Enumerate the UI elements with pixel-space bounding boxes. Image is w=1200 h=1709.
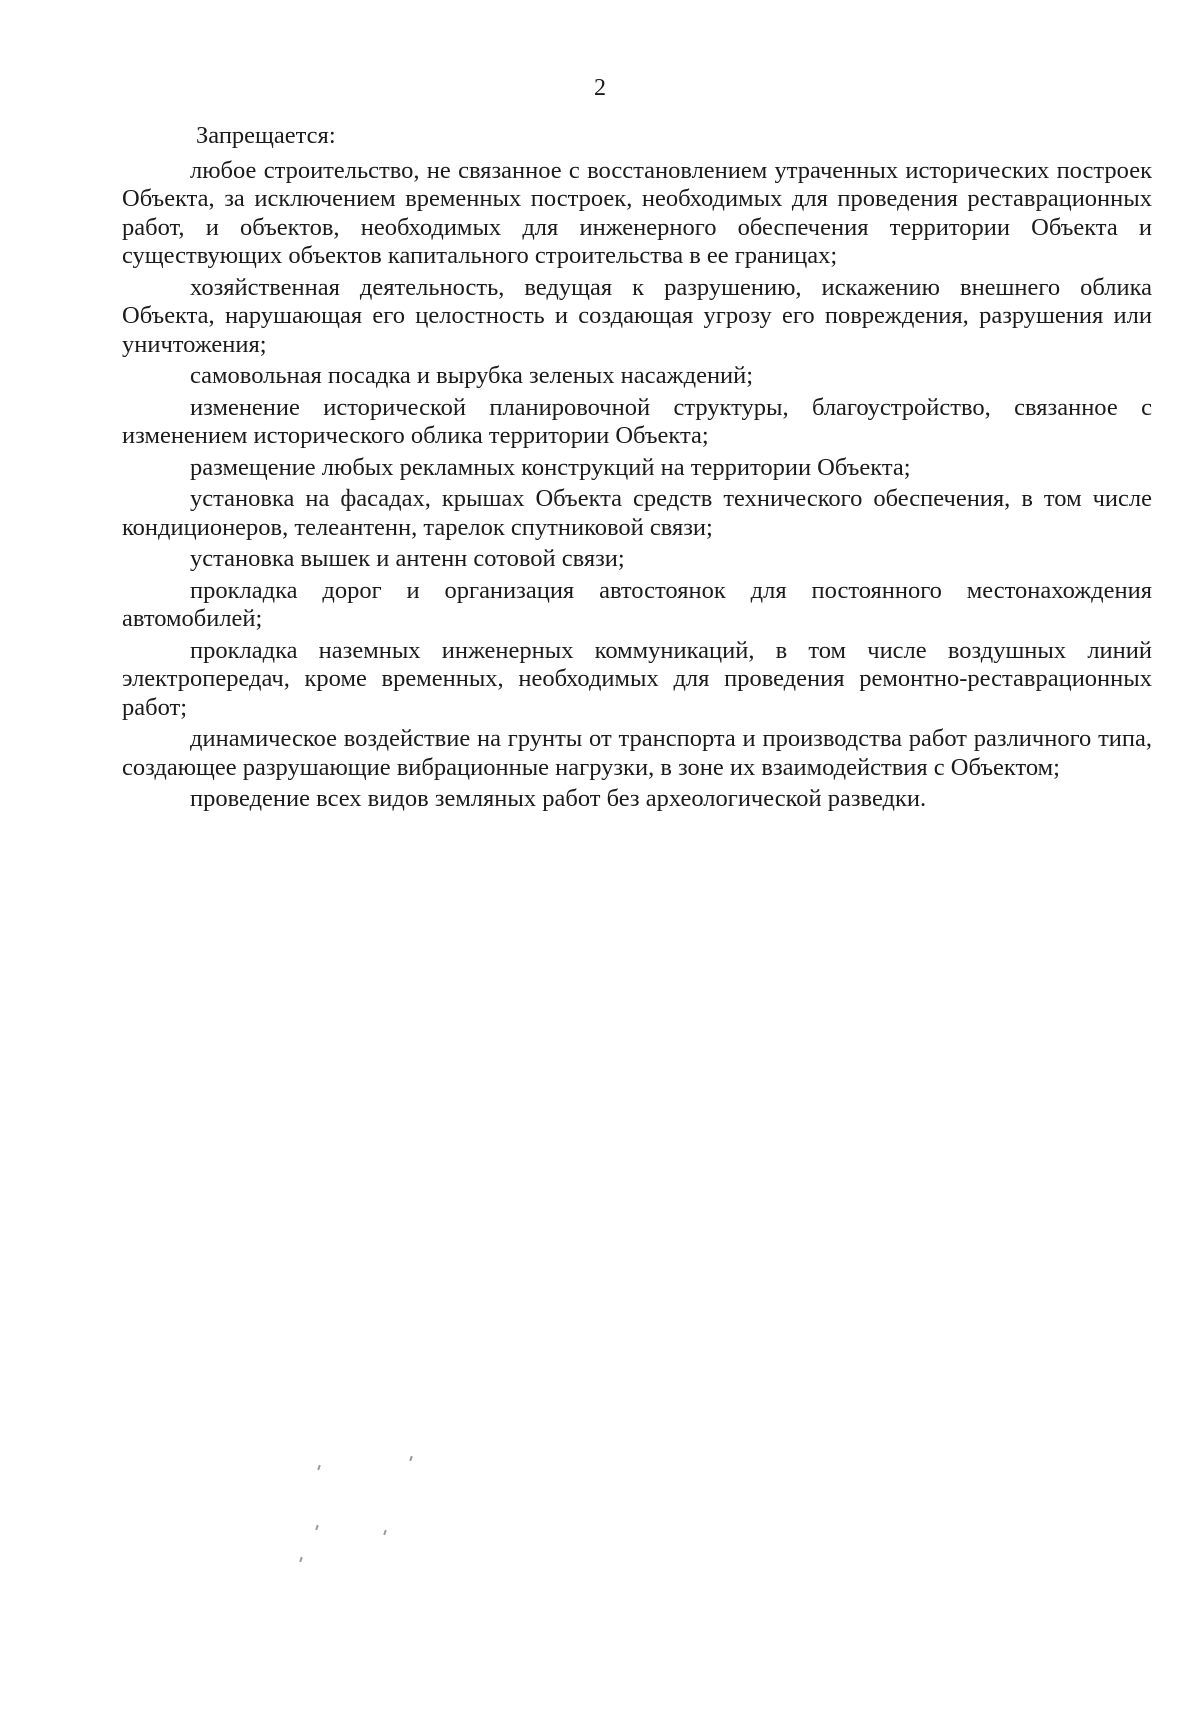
prohibitions-heading: Запрещается: [196,122,336,149]
prohibition-item: прокладка дорог и организация автостоянок для постоянного местонахождения автомобилей; [122,576,1152,632]
prohibition-item: прокладка наземных инженерных коммуникаций, в том числе воздушных линий электропередач, кроме временных, необходимых для проведения ремонтно-реставрационных работ; [122,636,1152,721]
scan-speck [409,1456,413,1461]
prohibition-item: проведение всех видов земляных работ без археологической разведки. [190,785,927,812]
prohibition-item: установка вышек и антенн сотовой связи; [190,545,625,572]
prohibition-item: самовольная посадка и вырубка зеленых насаждений; [190,362,754,389]
scan-speck [299,1557,303,1562]
scan-speck [315,1525,319,1530]
page-number: 2 [594,75,606,101]
prohibition-item: размещение любых рекламных конструкций на территории Объекта; [190,453,911,481]
prohibition-item: хозяйственная деятельность, ведущая к разрушению, искажению внешнего облика Объекта, нарушающая его целостность и создающая угрозу его повреждения, разрушения или уничтожения; [122,273,1152,358]
prohibitions-text [122,122,1152,817]
scan-speck [383,1530,387,1535]
prohibition-item: динамическое воздействие на грунты от транспорта и производства работ различного типа, создающее разрушающие вибрационные нагрузки, в зоне их взаимодействия с Объектом; [122,725,1152,781]
scan-speck [317,1465,321,1470]
prohibition-item: любое строительство, не связанное с восстановлением утраченных исторических построек Объекта, за исключением временных построек, необходимых для проведения реставрационных работ, и объектов, необходимых для инженерного обеспечения территории Объекта и существующих объектов капитального строительства в ее границах; [122,156,1152,269]
prohibition-item: изменение исторической планировочной структуры, благоустройство, связанное с изменением исторического облика территории Объекта; [122,393,1152,449]
prohibition-item: установка на фасадах, крышах Объекта средств технического обеспечения, в том числе кондиционеров, телеантенн, тарелок спутниковой связи; [122,485,1152,541]
